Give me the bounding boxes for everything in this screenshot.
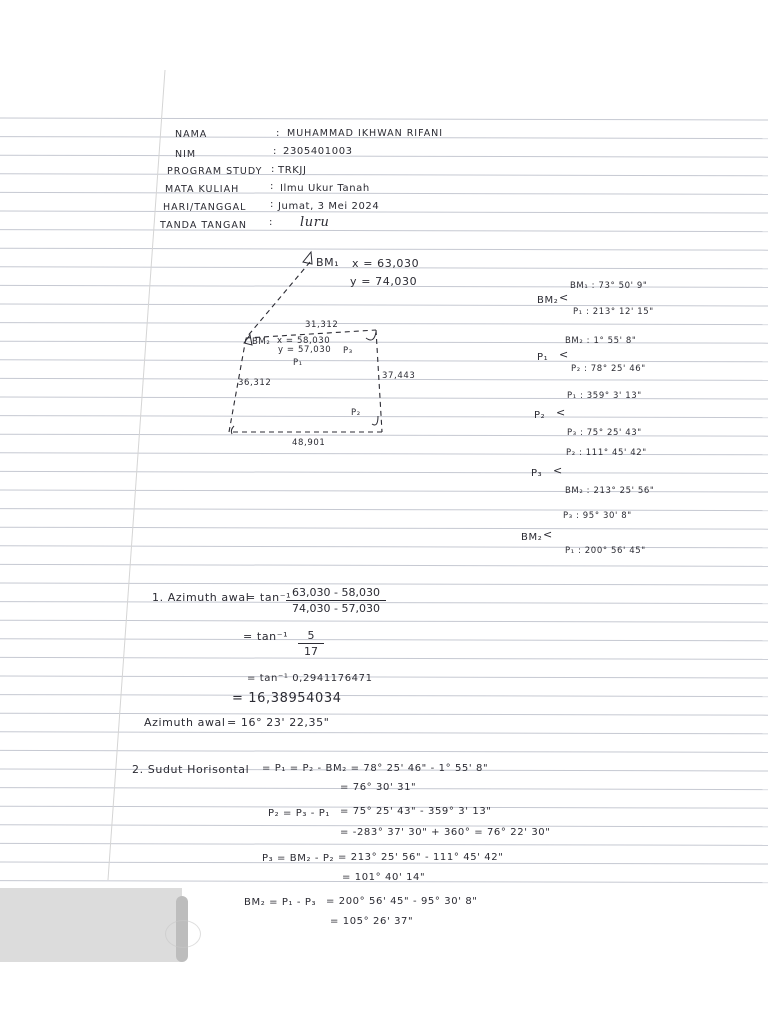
azimuth-eq2-numerator: 5 (298, 629, 324, 644)
bracket-icon: < (543, 528, 553, 541)
label-hari-tanggal: HARI/TANGGAL (163, 202, 247, 213)
value-signature: luru (300, 215, 330, 230)
angle-reading-top: BM₂ : 1° 55' 8" (565, 336, 637, 346)
sketch-p2-label: P₂ (351, 408, 361, 418)
sudut-line-7-lhs: BM₂ = P₁ - P₃ (244, 897, 317, 908)
sudut-line-8: = 105° 26' 37" (330, 916, 414, 927)
angle-station: P₃ (531, 468, 543, 479)
angle-station: P₂ (534, 410, 546, 421)
colon: : (270, 199, 274, 210)
value-program-study: TRKJJ (278, 165, 307, 176)
angle-reading-top: P₁ : 359° 3' 13" (567, 391, 642, 401)
bracket-icon: < (553, 464, 563, 477)
azimuth-eq1-prefix: = tan⁻¹ (246, 591, 292, 604)
triangle-icon-bm1 (303, 252, 312, 264)
sudut-line-5-lhs: P₃ = BM₂ - P₂ (262, 853, 335, 864)
sketch-bm2-x: x = 58,030 (277, 336, 331, 346)
angle-reading-bottom: P₁ : 200° 56' 45" (565, 546, 646, 556)
colon: : (276, 128, 280, 139)
folded-corner (0, 888, 182, 962)
angle-station: P₁ (537, 352, 549, 363)
azimuth-eq2-denominator: 17 (304, 645, 318, 658)
azimuth-label: 1. Azimuth awal (152, 591, 250, 604)
sudut-line-2: = 76° 30' 31" (340, 782, 417, 793)
value-mata-kuliah: Ilmu Ukur Tanah (280, 183, 370, 194)
bracket-icon: < (559, 348, 569, 361)
value-hari-tanggal: Jumat, 3 Mei 2024 (278, 201, 380, 212)
sudut-line-5-rhs: = 213° 25' 56" - 111° 45' 42" (338, 852, 504, 863)
azimuth-result-value: = 16° 23' 22,35" (227, 716, 330, 729)
sketch-bm2-y: y = 57,030 (278, 345, 332, 355)
angle-reading-bottom: P₁ : 213° 12' 15" (573, 307, 654, 317)
label-tanda-tangan: TANDA TANGAN (160, 220, 247, 231)
sudut-label: 2. Sudut Horisontal (132, 763, 250, 776)
sudut-line-6: = 101° 40' 14" (342, 872, 426, 883)
azimuth-result-label: Azimuth awal (144, 716, 226, 729)
label-nim: NIM (175, 149, 197, 160)
sketch-top-side: 31,312 (305, 320, 339, 330)
sketch-bm1-x: x = 63,030 (352, 257, 420, 270)
sudut-line-3-lhs: P₂ = P₃ - P₁ (268, 808, 331, 819)
sudut-line-3-rhs: = 75° 25' 43" - 359° 3' 13" (340, 806, 492, 817)
sudut-line-4: = -283° 37' 30" + 360° = 76° 22' 30" (340, 827, 551, 838)
sketch-left-side: 36,312 (238, 378, 272, 388)
angle-reading-top: P₃ : 95° 30' 8" (563, 511, 632, 521)
label-nama: NAMA (175, 129, 208, 140)
line-right (376, 330, 382, 432)
azimuth-eq1-fraction (286, 586, 386, 615)
angle-reading-bottom: P₃ : 75° 25' 43" (567, 428, 642, 438)
angle-reading-bottom: P₂ : 78° 25' 46" (571, 364, 646, 374)
azimuth-eq2-fraction (298, 629, 324, 658)
sketch-bottom-side: 48,901 (292, 438, 326, 448)
colon: : (273, 146, 277, 157)
angle-station: BM₂ (521, 532, 543, 543)
sketch-bm1-label: BM₁ (316, 256, 340, 269)
sketch-right-side: 37,443 (382, 371, 416, 381)
sketch-bm1-y: y = 74,030 (350, 275, 418, 288)
label-mata-kuliah: MATA KULIAH (165, 184, 240, 195)
sudut-line-1: = P₁ = P₂ - BM₂ = 78° 25' 46" - 1° 55' 8" (262, 763, 489, 774)
page-stamp-mark (165, 920, 201, 948)
azimuth-eq2-prefix: = tan⁻¹ (243, 630, 289, 643)
colon: : (270, 181, 274, 192)
sudut-line-7-rhs: = 200° 56' 45" - 95° 30' 8" (326, 896, 478, 907)
value-nim: 2305401003 (283, 146, 353, 157)
sketch-p1-label: P₁ (293, 358, 303, 368)
angle-reading-top: BM₁ : 73° 50' 9" (570, 281, 648, 291)
azimuth-eq4: = 16,38954034 (232, 691, 342, 706)
angle-reading-bottom: BM₂ : 213° 25' 56" (565, 486, 655, 496)
value-nama: MUHAMMAD IKHWAN RIFANI (287, 128, 444, 139)
angle-station: BM₂ (537, 295, 559, 306)
bracket-icon: < (556, 406, 566, 419)
colon: : (271, 164, 275, 175)
angle-reading-top: P₂ : 111° 45' 42" (566, 448, 647, 458)
colon: : (269, 217, 273, 228)
sketch-p3-label: P₃ (343, 346, 353, 356)
azimuth-eq1-numerator: 63,030 - 58,030 (286, 586, 386, 601)
azimuth-eq1-denominator: 74,030 - 57,030 (292, 602, 380, 615)
label-program-study: PROGRAM STUDY (167, 166, 263, 177)
line-bm1-bm2 (246, 262, 310, 338)
sketch-bm2-label: BM₂ (252, 337, 271, 347)
azimuth-eq3: = tan⁻¹ 0,2941176471 (247, 673, 373, 684)
bracket-icon: < (559, 291, 569, 304)
